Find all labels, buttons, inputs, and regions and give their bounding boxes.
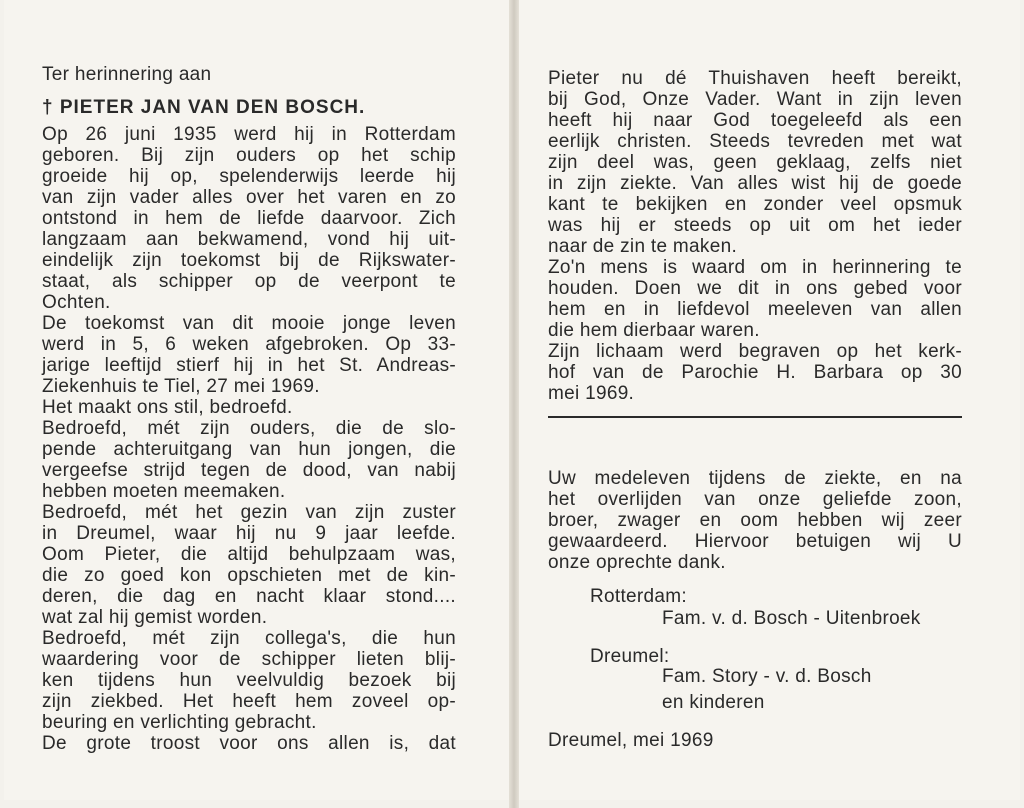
text-line: De grote troost voor ons allen is, dat	[42, 733, 456, 754]
text-line: Pieter nu dé Thuishaven heeft bereikt,	[548, 68, 962, 89]
text-line: zijn deel was, geen geklaag, zelfs niet	[548, 152, 962, 173]
text-line: ontstond in hem de liefde daarvoor. Zich	[42, 208, 456, 229]
text-line: eerlijk christen. Steeds tevreden met wat	[548, 131, 962, 152]
text-line: hem en in liefdevol meeleven van allen	[548, 299, 962, 320]
text-line: staat, als schipper op de veerpont te	[42, 271, 456, 292]
place-date: Dreumel, mei 1969	[548, 730, 714, 751]
text-line: Bedroefd, mét zijn collega's, die hun	[42, 628, 456, 649]
deceased-name: † PIETER JAN VAN DEN BOSCH.	[42, 97, 366, 118]
text-line: Ochten.	[42, 292, 111, 313]
card-fold	[509, 0, 519, 808]
text-line: vergeefse strijd tegen de dood, van nabij	[42, 460, 456, 481]
text-line: die zo goed kon opschieten met de kin-	[42, 565, 456, 586]
text-line: van zijn vader alles over het varen en zo	[42, 187, 456, 208]
thanks-line: het overlijden van onze geliefde zoon,	[548, 489, 962, 510]
text-line: mei 1969.	[548, 383, 635, 404]
family-dreumel: Fam. Story - v. d. Bosch	[662, 666, 872, 687]
text-line: Bedroefd, mét het gezin van zijn zuster	[42, 502, 456, 523]
text-line: langzaam aan bekwamend, vond hij uit-	[42, 229, 456, 250]
text-line: naar de zin te maken.	[548, 236, 738, 257]
text-line: werd in 5, 6 weken afgebroken. Op 33-	[42, 334, 456, 355]
text-line: Bedroefd, mét zijn ouders, die de slo-	[42, 418, 456, 439]
text-line: ken tijdens hun veelvuldig bezoek bij	[42, 670, 456, 691]
text-line: in zijn ziekte. Van alles wist hij de goede	[548, 173, 962, 194]
text-line: houden. Doen we dit in ons gebed voor	[548, 278, 962, 299]
text-line: Oom Pieter, die altijd behulpzaam was,	[42, 544, 456, 565]
text-line: Op 26 juni 1935 werd hij in Rotterdam	[42, 124, 456, 145]
text-line: Zijn lichaam werd begraven op het kerk-	[548, 341, 962, 362]
text-line: jarige leeftijd stierf hij in het St. Andreas-	[42, 355, 456, 376]
city-dreumel: Dreumel:	[590, 646, 670, 667]
text-line: hebben moeten meemaken.	[42, 481, 286, 502]
text-line: Zo'n mens is waard om in herinnering te	[548, 257, 962, 278]
divider-rule	[548, 416, 962, 418]
text-line: eindelijk zijn toekomst bij de Rijkswater-	[42, 250, 456, 271]
intro-text: Ter herinnering aan	[42, 64, 212, 85]
city-rotterdam: Rotterdam:	[590, 586, 687, 607]
text-line: De toekomst van dit mooie jonge leven	[42, 313, 456, 334]
thanks-line: broer, zwager en oom hebben wij zeer	[548, 510, 962, 531]
family-rotterdam: Fam. v. d. Bosch - Uitenbroek	[662, 608, 921, 629]
text-line: zijn ziekbed. Het heeft hem zoveel op-	[42, 691, 456, 712]
text-line: waardering voor de schipper lieten blij-	[42, 649, 456, 670]
text-line: pende achteruitgang van hun jongen, die	[42, 439, 456, 460]
text-line: heeft hij naar God toegeleefd als een	[548, 110, 962, 131]
thanks-line: Uw medeleven tijdens de ziekte, en na	[548, 468, 962, 489]
text-line: in Dreumel, waar hij nu 9 jaar leefde.	[42, 523, 456, 544]
text-line: was hij er steeds op uit om het ieder	[548, 215, 962, 236]
thanks-line: gewaardeerd. Hiervoor betuigen wij U	[548, 531, 962, 552]
text-line: die hem dierbaar waren.	[548, 320, 760, 341]
text-line: Ziekenhuis te Tiel, 27 mei 1969.	[42, 376, 320, 397]
text-line: beuring en verlichting gebracht.	[42, 712, 317, 733]
text-line: hof van de Parochie H. Barbara op 30	[548, 362, 962, 383]
text-line: Het maakt ons stil, bedroefd.	[42, 397, 293, 418]
thanks-line: onze oprechte dank.	[548, 552, 726, 573]
text-line: groeide hij op, spelenderwijs leerde hij	[42, 166, 456, 187]
text-line: kant te bekijken en zonder veel opsmuk	[548, 194, 962, 215]
family-dreumel-children: en kinderen	[662, 692, 765, 713]
text-line: deren, die dag en nacht klaar stond....	[42, 586, 456, 607]
text-line: bij God, Onze Vader. Want in zijn leven	[548, 89, 962, 110]
text-line: geboren. Bij zijn ouders op het schip	[42, 145, 456, 166]
text-line: wat zal hij gemist worden.	[42, 607, 268, 628]
